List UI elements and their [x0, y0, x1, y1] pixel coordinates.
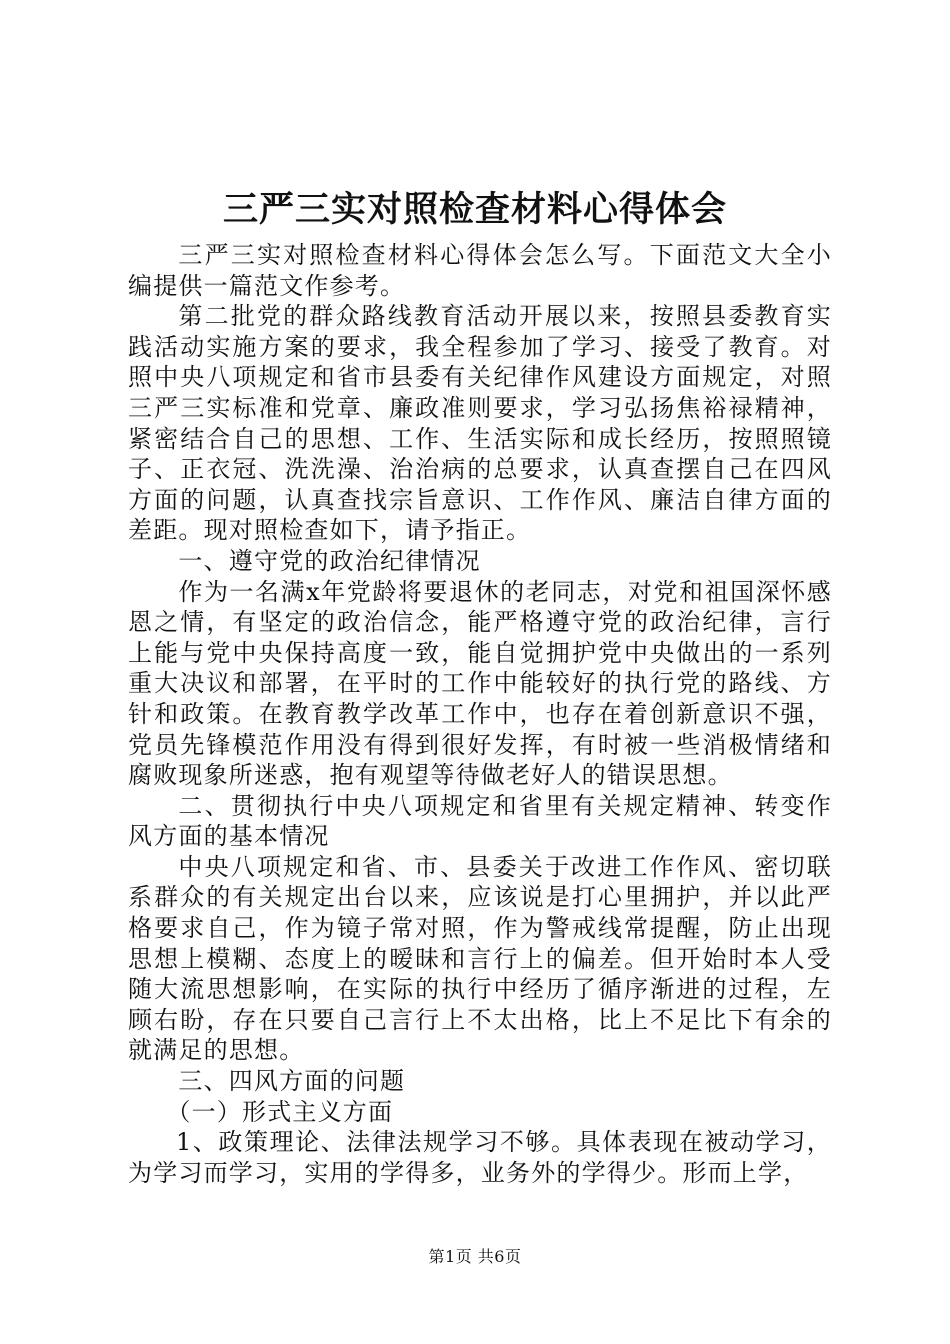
- paragraph-section-1: 作为一名满x年党龄将要退休的老同志，对党和祖国深怀感恩之情，有坚定的政治信念，能严格遵守党的政治纪律，言行上能与党中央保持高度一致，能自觉拥护党中央做出的一系列重大决议和部署，在平时的工作中能较好的执行党的路线、方针和政策。在教育教学改革工作中，也存在着创新意识不强，党员先锋模范作用没有得到很好发挥，有时被一些消极情绪和腐败现象所迷惑，抱有观望等待做老好人的错误思想。: [128, 577, 832, 790]
- paragraph-background: 第二批党的群众路线教育活动开展以来，按照县委教育实践活动实施方案的要求，我全程参加了学习、接受了教育。对照中央八项规定和省市县委有关纪律作风建设方面规定，对照三严三实标准和党章、廉政准则要求，学习弘扬焦裕禄精神，紧密结合自己的思想、工作、生活实际和成长经历，按照照镜子、正衣冠、洗洗澡、治治病的总要求，认真查摆自己在四风方面的问题，认真查找宗旨意识、工作作风、廉洁自律方面的差距。现对照检查如下，请予指正。: [128, 302, 832, 545]
- paragraph-section-2: 中央八项规定和省、市、县委关于改进工作作风、密切联系群众的有关规定出台以来，应该说是打心里拥护，并以此严格要求自己，作为镜子常对照，作为警戒线常提醒，防止出现思想上模糊、态度上的暧昧和言行上的偏差。但开始时本人受随大流思想影响，在实际的执行中经历了循序渐进的过程，左顾右盼，存在只要自己言行上不太出格，比上不足比下有余的就满足的思想。: [128, 852, 832, 1065]
- section-heading-1: 一、遵守党的政治纪律情况: [178, 546, 481, 575]
- paragraph-intro: 三严三实对照检查材料心得体会怎么写。下面范文大全小编提供一篇范文作参考。: [128, 241, 832, 300]
- list-item-1: 1、政策理论、法律法规学习不够。具体表现在被动学习，为学习而学习，实用的学得多，业务外的学得少。形而上学，: [128, 1128, 832, 1187]
- document-body: [128, 240, 832, 1188]
- section-heading-2: 二、贯彻执行中央八项规定和省里有关规定精神、转变作风方面的基本情况: [128, 791, 832, 851]
- document-title: 三严三实对照检查材料心得体会: [222, 189, 727, 230]
- subsection-heading-1: （一）形式主义方面: [166, 1097, 394, 1126]
- page-number-footer: 第1页 共6页: [428, 1247, 522, 1266]
- section-heading-3: 三、四风方面的问题: [178, 1067, 406, 1096]
